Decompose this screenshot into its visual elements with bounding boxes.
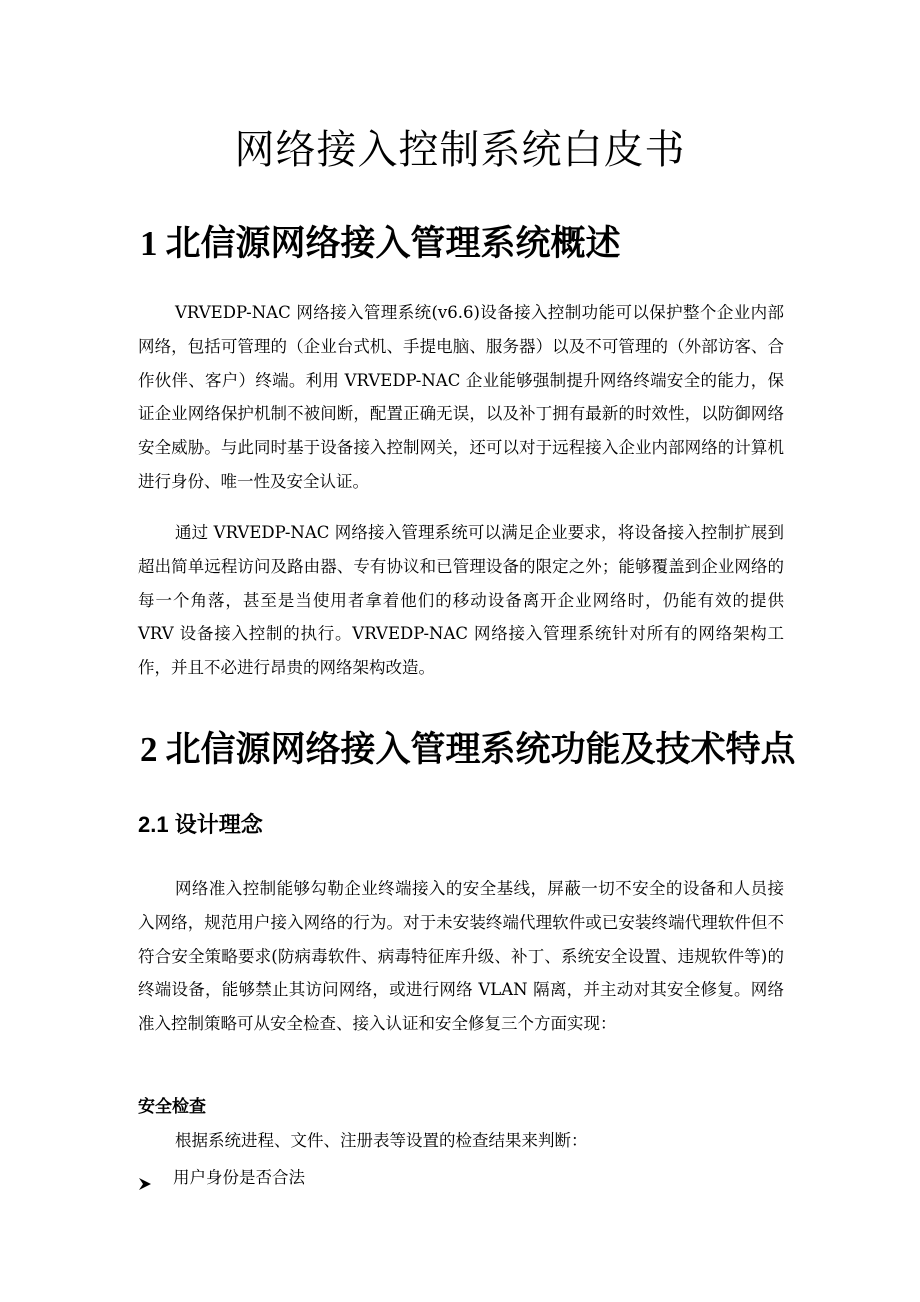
- subsection-heading-text: 设计理念: [174, 812, 263, 837]
- section-number: 1: [140, 224, 158, 263]
- bullet-text: 用户身份是否合法: [173, 1168, 305, 1187]
- section-number: 2: [140, 730, 158, 769]
- section-2-heading: [140, 728, 800, 772]
- security-check-label: 安全检查: [138, 1097, 206, 1117]
- subsection-2-1-heading: [138, 810, 263, 840]
- bullet-list-item: [138, 1163, 305, 1193]
- subsection-number: 2.1: [138, 812, 169, 837]
- security-check-paragraph: 根据系统进程、文件、注册表等设置的检查结果来判断：: [175, 1131, 588, 1150]
- section-heading-text: 北信源网络接入管理系统功能及技术特点: [165, 730, 796, 770]
- section-heading-text: 北信源网络接入管理系统概述: [165, 224, 621, 264]
- section-1-paragraph-2: 通过 VRVEDP-NAC 网络接入管理系统可以满足企业要求，将设备接入控制扩展到超出简单远程访问及路由器、专有协议和已管理设备的限定之外；能够覆盖到企业网络的每一个角落，甚至是当使用者拿着他们的移动设备离开企业网络时，仍能有效的提供 VRV 设备接入控制的执行。VRVEDP-NAC 网络接入管理系统针对所有的网络架构工作，并且不必进行昂贵的网络架构改造。: [138, 523, 784, 678]
- subsection-2-1-paragraph: 网络准入控制能够勾勒企业终端接入的安全基线，屏蔽一切不安全的设备和人员接入网络，规范用户接入网络的行为。对于未安装终端代理软件或已安装终端代理软件但不符合安全策略要求(防病毒软件、病毒特征库升级、补丁、系统安全设置、违规软件等)的终端设备，能够禁止其访问网络，或进行网络 VLAN 隔离，并主动对其安全修复。网络准入控制策略可从安全检查、接入认证和安全修复三个方面实现：: [138, 879, 784, 1034]
- section-1-paragraph-1: VRVEDP-NAC 网络接入管理系统(v6.6)设备接入控制功能可以保护整个企业内部网络，包括可管理的（企业台式机、手提电脑、服务器）以及不可管理的（外部访客、合作伙伴、客户）终端。利用 VRVEDP-NAC 企业能够强制提升网络终端安全的能力，保证企业网络保护机制不被间断，配置正确无误，以及补丁拥有最新的时效性，以防御网络安全威胁。与此同时基于设备接入控制网关，还可以对于远程接入企业内部网络的计算机进行身份、唯一性及安全认证。: [138, 303, 784, 491]
- section-1-heading: [140, 222, 800, 266]
- document-title: 网络接入控制系统白皮书: [234, 127, 686, 173]
- arrow-bullet-icon: [138, 1171, 152, 1185]
